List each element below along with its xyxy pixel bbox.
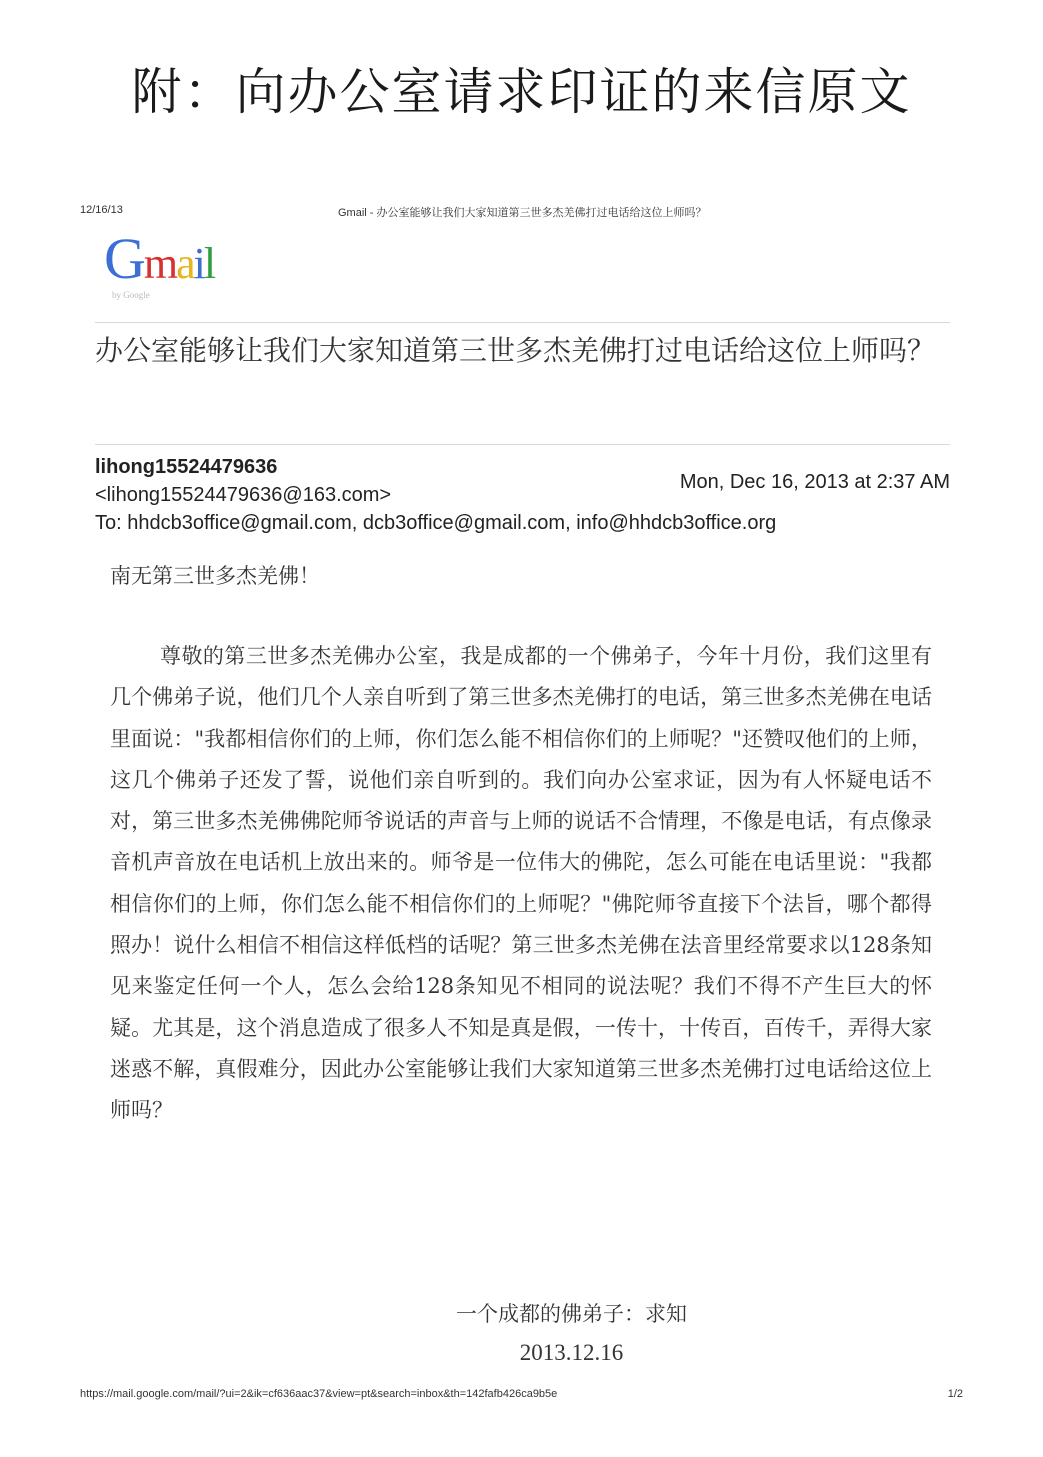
logo-subtext: by Google	[112, 290, 150, 300]
logo-letter-m: m	[143, 239, 177, 288]
sender-name: lihong15524479636	[95, 456, 278, 478]
logo-letter-l: l	[203, 239, 215, 288]
signature-date: 2013.12.16	[519, 1340, 624, 1365]
print-header-title: Gmail - 办公室能够让我们大家知道第三世多杰羌佛打过电话给这位上师吗？	[338, 207, 707, 219]
email-subject: 办公室能够让我们大家知道第三世多杰羌佛打过电话给这位上师吗？	[95, 334, 936, 367]
logo-letter-i: i	[193, 239, 204, 288]
recipients: To: hhdcb3office@gmail.com, dcb3office@gmail.com, info@hhdcb3office.org	[95, 512, 777, 534]
print-footer-url: https://mail.google.com/mail/?ui=2&ik=cf636aac37&view=pt&search=inbox&th=142fafb426ca9b5e	[80, 1388, 558, 1400]
gmail-logo	[104, 226, 215, 291]
sender-email: <lihong15524479636@163.com>	[95, 484, 392, 506]
email-signature: 一个成都的佛弟子：求知	[456, 1302, 687, 1326]
print-footer-page: 1/2	[947, 1388, 963, 1400]
email-body: 尊敬的第三世多杰羌佛办公室，我是成都的一个佛弟子，今年十月份，我们这里有几个佛弟子说，他们几个人亲自听到了第三世多杰羌佛打的电话，第三世多杰羌佛在电话里面说："我都相信你们的上师，你们怎么能不相信你们的上师呢？"还赞叹他们的上师，这几个佛弟子还发了誓，说他们亲自听到的。我们向办公室求证，因为有人怀疑电话不对，第三世多杰羌佛佛陀师爷说话的声音与上师的说话不合情理，不像是电话，有点像录音机声音放在电话机上放出来的。师爷是一位伟大的佛陀，怎么可能在电话里说："我都相信你们的上师，你们怎么能不相信你们的上师呢？"佛陀师爷直接下个法旨，哪个都得照办！说什么相信不相信这样低档的话呢？第三世多杰羌佛在法音里经常要求以128条知见来鉴定任何一个人，怎么会给128条知见不相同的说法呢？我们不得不产生巨大的怀疑。尤其是，这个消息造成了很多人不知是真是假，一传十，十传百，百传千，弄得大家迷惑不解，真假难分，因此办公室能够让我们大家知道第三世多杰羌佛打过电话给这位上师吗？	[110, 644, 932, 1123]
print-header-date: 12/16/13	[80, 204, 123, 216]
divider-top	[95, 322, 950, 323]
sent-date: Mon, Dec 16, 2013 at 2:37 AM	[679, 471, 950, 493]
logo-letter-g: G	[104, 226, 144, 291]
divider-subject	[95, 444, 950, 445]
logo-letter-a: a	[176, 239, 194, 288]
email-greeting: 南无第三世多杰羌佛！	[110, 564, 320, 588]
page-title: 附：向办公室请求印证的来信原文	[131, 63, 912, 121]
